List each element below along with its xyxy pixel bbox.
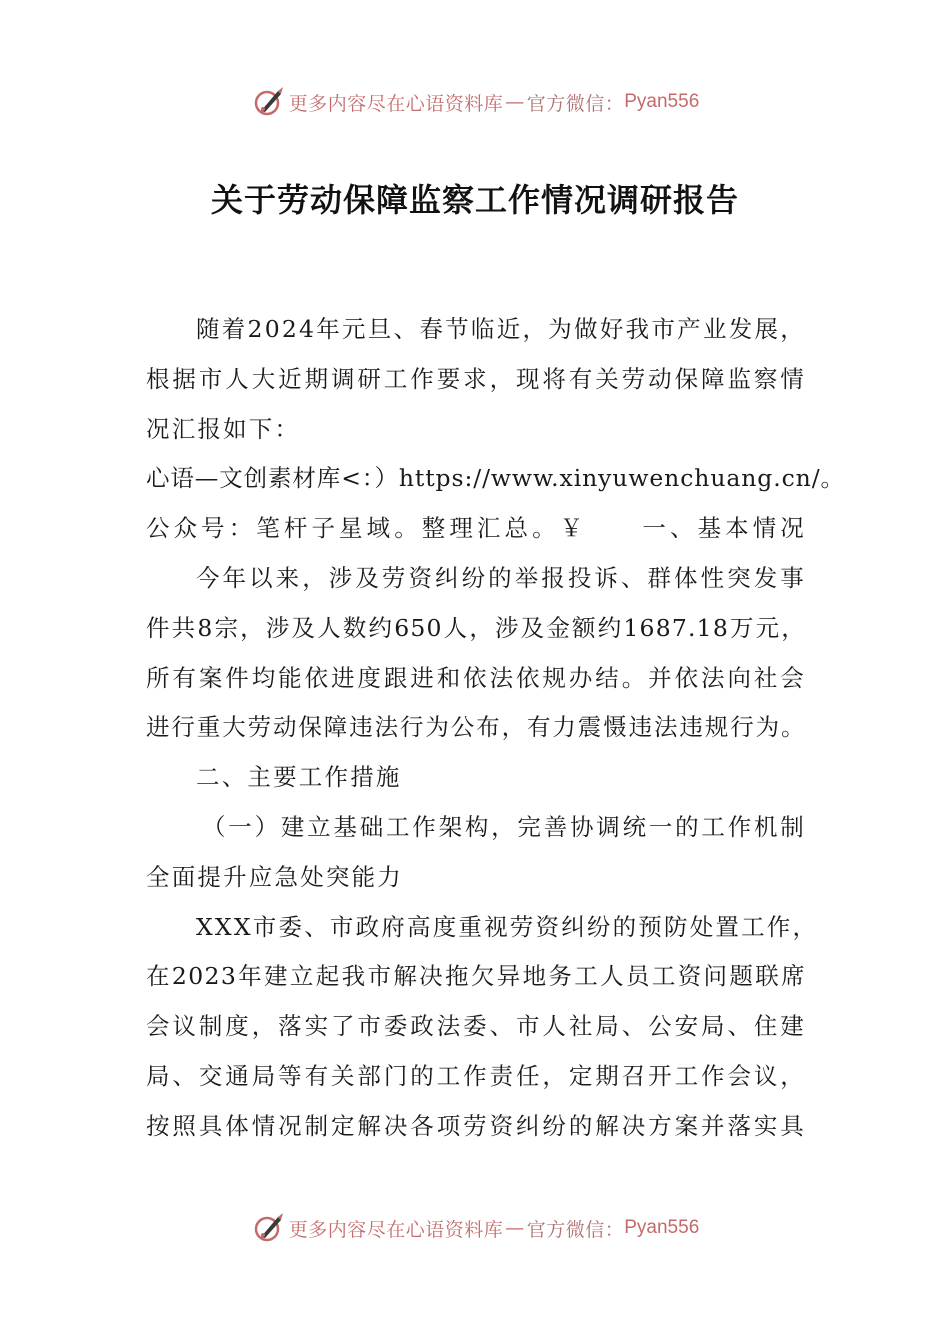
paragraph-line: 公众号：笔杆子星域。整理汇总。￥ 一、基本情况 xyxy=(146,514,806,543)
section-heading: 二、主要工作措施 xyxy=(196,763,402,792)
banner-label: 官方微信： xyxy=(526,1218,625,1241)
paragraph-line: 今年以来，涉及劳资纠纷的举报投诉、群体性突发事 xyxy=(196,563,806,592)
document-title: 关于劳动保障监察工作情况调研报告 xyxy=(210,181,739,219)
paragraph-line: 会议制度，落实了市委政法委、市人社局、公安局、住建 xyxy=(146,1012,806,1041)
paragraph-line: 进行重大劳动保障违法行为公布，有力震慑违法违规行为。 xyxy=(146,713,806,742)
paragraph-line: 按照具体情况制定解决各项劳资纠纷的解决方案并落实具 xyxy=(146,1111,806,1140)
footer-watermark-banner xyxy=(0,1208,950,1248)
paragraph-line: 心语—文创素材库<：）https://www.xinyuwenchuang.cn/。 xyxy=(146,464,845,493)
paragraph-line: 根据市人大近期调研工作要求，现将有关劳动保障监察情 xyxy=(146,364,806,393)
banner-separator: — xyxy=(505,91,525,113)
document-body xyxy=(146,305,845,1152)
banner-label: 官方微信： xyxy=(526,92,625,115)
banner-wechat-id: Pyan556 xyxy=(624,91,700,112)
banner-text: 更多内容尽在心语资料库 xyxy=(288,92,504,115)
paragraph-line: 随着2024年元旦、春节临近，为做好我市产业发展， xyxy=(196,315,806,343)
header-watermark-banner xyxy=(0,82,950,122)
quill-pen-logo-icon xyxy=(251,85,285,119)
paragraph-line: 在2023年建立起我市解决拖欠异地务工人员工资问题联席 xyxy=(146,962,806,991)
paragraph-line: 况汇报如下： xyxy=(146,414,301,443)
paragraph-line: 局、交通局等有关部门的工作责任，定期召开工作会议， xyxy=(146,1061,806,1090)
paragraph-line: XXX市委、市政府高度重视劳资纠纷的预防处置工作， xyxy=(196,912,819,941)
subsection-heading: （一）建立基础工作架构，完善协调统一的工作机制 xyxy=(202,812,806,841)
banner-wechat-id: Pyan556 xyxy=(624,1217,700,1238)
banner-separator: — xyxy=(505,1217,525,1239)
paragraph-line: 件共8宗，涉及人数约650人，涉及金额约1687.18万元， xyxy=(146,613,806,642)
paragraph-line: 所有案件均能依进度跟进和依法依规办结。并依法向社会 xyxy=(146,663,806,692)
quill-pen-logo-icon xyxy=(251,1211,285,1245)
banner-text: 更多内容尽在心语资料库 xyxy=(288,1218,504,1241)
paragraph-line: 全面提升应急处突能力 xyxy=(146,862,403,891)
